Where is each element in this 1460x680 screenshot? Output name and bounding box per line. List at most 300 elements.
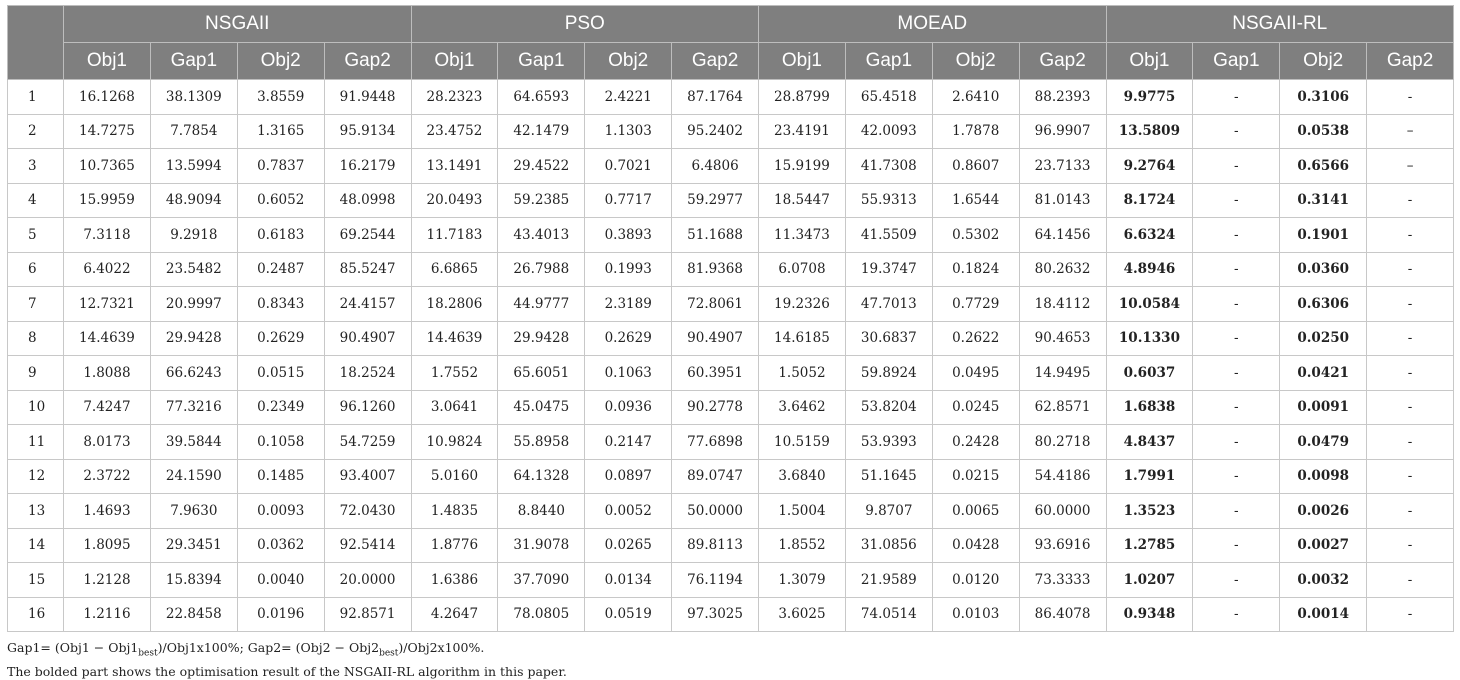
table-cell: 0.0091	[1280, 390, 1367, 425]
row-index-cell: 15	[8, 563, 64, 598]
table-cell: 19.2326	[759, 287, 846, 322]
table-cell: 65.6051	[498, 356, 585, 391]
table-cell: 1.6386	[411, 563, 498, 598]
table-cell: 24.4157	[324, 287, 411, 322]
table-cell: 20.0493	[411, 183, 498, 218]
table-cell: 31.9078	[498, 528, 585, 563]
table-cell: 73.3333	[1019, 563, 1106, 598]
row-index-cell: 2	[8, 114, 64, 149]
table-cell: 0.7021	[585, 149, 672, 184]
sub-header-cell: Gap2	[324, 43, 411, 80]
row-index-cell: 7	[8, 287, 64, 322]
table-cell: 42.1479	[498, 114, 585, 149]
row-index-cell: 13	[8, 494, 64, 529]
sub-header-cell: Gap1	[1193, 43, 1280, 80]
table-cell: 0.0215	[932, 459, 1019, 494]
table-cell: 10.9824	[411, 425, 498, 460]
table-cell: 24.1590	[150, 459, 237, 494]
table-cell: 81.9368	[672, 252, 759, 287]
table-cell: 0.2629	[237, 321, 324, 356]
table-row	[8, 252, 1454, 287]
table-cell: 7.3118	[64, 218, 151, 253]
sub-header-cell: Obj1	[759, 43, 846, 80]
table-cell: 0.0479	[1280, 425, 1367, 460]
row-index-cell: 9	[8, 356, 64, 391]
table-cell: -	[1193, 459, 1280, 494]
table-cell: 30.6837	[845, 321, 932, 356]
row-index-cell: 12	[8, 459, 64, 494]
table-cell: 95.9134	[324, 114, 411, 149]
table-cell: 1.3165	[237, 114, 324, 149]
table-cell: 9.9775	[1106, 80, 1193, 115]
table-cell: 3.6462	[759, 390, 846, 425]
table-row	[8, 183, 1454, 218]
table-cell: 13.5809	[1106, 114, 1193, 149]
table-row	[8, 356, 1454, 391]
table-cell: -	[1193, 321, 1280, 356]
table-cell: 0.0897	[585, 459, 672, 494]
table-cell: 0.6037	[1106, 356, 1193, 391]
table-cell: -	[1367, 80, 1454, 115]
table-cell: 1.4693	[64, 494, 151, 529]
table-cell: 26.7988	[498, 252, 585, 287]
row-index-cell: 16	[8, 597, 64, 632]
table-cell: 39.5844	[150, 425, 237, 460]
table-row	[8, 114, 1454, 149]
table-row	[8, 494, 1454, 529]
table-cell: 0.0014	[1280, 597, 1367, 632]
table-cell: 13.1491	[411, 149, 498, 184]
table-cell: 1.2785	[1106, 528, 1193, 563]
sub-header-cell: Obj1	[64, 43, 151, 80]
table-cell: 59.2385	[498, 183, 585, 218]
table-cell: 4.2647	[411, 597, 498, 632]
sub-header-cell: Gap2	[1019, 43, 1106, 80]
table-cell: 0.0032	[1280, 563, 1367, 598]
table-cell: -	[1193, 252, 1280, 287]
table-cell: 93.4007	[324, 459, 411, 494]
sub-header-row	[8, 43, 1454, 80]
table-cell: 0.0519	[585, 597, 672, 632]
group-header-moead: MOEAD	[759, 6, 1107, 43]
table-cell: 2.3189	[585, 287, 672, 322]
table-cell: 47.7013	[845, 287, 932, 322]
table-cell: 3.6840	[759, 459, 846, 494]
table-cell: 18.2806	[411, 287, 498, 322]
results-table	[7, 5, 1454, 632]
table-cell: 0.0362	[237, 528, 324, 563]
table-cell: 23.4752	[411, 114, 498, 149]
table-cell: 0.6566	[1280, 149, 1367, 184]
table-cell: 0.1993	[585, 252, 672, 287]
table-cell: 48.9094	[150, 183, 237, 218]
table-cell: 53.8204	[845, 390, 932, 425]
table-cell: 0.0538	[1280, 114, 1367, 149]
table-cell: 88.2393	[1019, 80, 1106, 115]
group-header-nsgaii: NSGAII	[64, 6, 412, 43]
table-cell: 9.8707	[845, 494, 932, 529]
table-cell: 66.6243	[150, 356, 237, 391]
table-cell: -	[1193, 494, 1280, 529]
table-cell: -	[1367, 183, 1454, 218]
row-index-cell: 8	[8, 321, 64, 356]
table-cell: 0.2147	[585, 425, 672, 460]
row-index-cell: 1	[8, 80, 64, 115]
table-cell: -	[1193, 287, 1280, 322]
table-cell: 93.6916	[1019, 528, 1106, 563]
sub-header-cell: Gap2	[672, 43, 759, 80]
table-cell: 0.6183	[237, 218, 324, 253]
table-cell: 23.7133	[1019, 149, 1106, 184]
table-cell: 10.0584	[1106, 287, 1193, 322]
table-cell: 0.0250	[1280, 321, 1367, 356]
table-cell: 18.4112	[1019, 287, 1106, 322]
table-cell: 22.8458	[150, 597, 237, 632]
table-cell: 41.7308	[845, 149, 932, 184]
table-cell: 0.1058	[237, 425, 324, 460]
table-cell: 50.0000	[672, 494, 759, 529]
table-cell: 1.7878	[932, 114, 1019, 149]
table-cell: 55.8958	[498, 425, 585, 460]
table-cell: 11.3473	[759, 218, 846, 253]
table-row	[8, 597, 1454, 632]
table-cell: 0.0134	[585, 563, 672, 598]
table-cell: 2.3722	[64, 459, 151, 494]
table-cell: 59.2977	[672, 183, 759, 218]
table-cell: 1.0207	[1106, 563, 1193, 598]
table-cell: -	[1193, 425, 1280, 460]
table-cell: 6.4022	[64, 252, 151, 287]
table-cell: 0.2349	[237, 390, 324, 425]
table-cell: 29.9428	[150, 321, 237, 356]
table-cell: 1.1303	[585, 114, 672, 149]
sub-header-cell: Gap2	[1367, 43, 1454, 80]
table-cell: 0.0103	[932, 597, 1019, 632]
table-cell: 19.3747	[845, 252, 932, 287]
table-row	[8, 390, 1454, 425]
table-cell: 18.2524	[324, 356, 411, 391]
table-header	[8, 6, 1454, 80]
table-cell: 0.8343	[237, 287, 324, 322]
table-cell: 6.0708	[759, 252, 846, 287]
index-header-cell	[8, 6, 64, 80]
table-cell: 0.1063	[585, 356, 672, 391]
table-cell: 14.4639	[64, 321, 151, 356]
table-cell: 9.2764	[1106, 149, 1193, 184]
row-index-cell: 11	[8, 425, 64, 460]
table-cell: 14.7275	[64, 114, 151, 149]
table-cell: 29.9428	[498, 321, 585, 356]
table-cell: 55.9313	[845, 183, 932, 218]
table-cell: 0.0265	[585, 528, 672, 563]
table-cell: 3.8559	[237, 80, 324, 115]
table-cell: 31.0856	[845, 528, 932, 563]
table-cell: 6.4806	[672, 149, 759, 184]
table-cell: 76.1194	[672, 563, 759, 598]
table-cell: 0.0098	[1280, 459, 1367, 494]
sub-header-cell: Gap1	[498, 43, 585, 80]
table-cell: 78.0805	[498, 597, 585, 632]
table-cell: 1.2128	[64, 563, 151, 598]
table-cell: -	[1193, 80, 1280, 115]
table-cell: -	[1193, 356, 1280, 391]
table-cell: 28.2323	[411, 80, 498, 115]
table-cell: 97.3025	[672, 597, 759, 632]
table-cell: -	[1193, 149, 1280, 184]
table-cell: 29.4522	[498, 149, 585, 184]
table-cell: 10.1330	[1106, 321, 1193, 356]
sub-header-cell: Obj1	[411, 43, 498, 80]
table-cell: 7.4247	[64, 390, 151, 425]
table-cell: 0.0196	[237, 597, 324, 632]
table-row	[8, 321, 1454, 356]
table-cell: -	[1193, 597, 1280, 632]
table-cell: 69.2544	[324, 218, 411, 253]
table-cell: 14.6185	[759, 321, 846, 356]
table-cell: 0.8607	[932, 149, 1019, 184]
table-cell: 0.7729	[932, 287, 1019, 322]
table-cell: 20.0000	[324, 563, 411, 598]
table-cell: 0.0065	[932, 494, 1019, 529]
table-cell: 0.0120	[932, 563, 1019, 598]
table-cell: 1.7991	[1106, 459, 1193, 494]
sub-header-cell: Obj2	[237, 43, 324, 80]
table-cell: -	[1367, 597, 1454, 632]
table-cell: 8.1724	[1106, 183, 1193, 218]
sub-header-cell: Obj1	[1106, 43, 1193, 80]
table-cell: 1.5004	[759, 494, 846, 529]
table-cell: 90.4653	[1019, 321, 1106, 356]
table-cell: 64.6593	[498, 80, 585, 115]
table-cell: 59.8924	[845, 356, 932, 391]
table-body	[8, 80, 1454, 632]
table-cell: 53.9393	[845, 425, 932, 460]
sub-header-cell: Obj2	[1280, 43, 1367, 80]
table-cell: 90.2778	[672, 390, 759, 425]
group-header-pso: PSO	[411, 6, 759, 43]
table-cell: 1.5052	[759, 356, 846, 391]
sub-header-cell: Obj2	[585, 43, 672, 80]
table-cell: 28.8799	[759, 80, 846, 115]
table-cell: –	[1367, 149, 1454, 184]
table-cell: 92.5414	[324, 528, 411, 563]
sub-header-cell: Obj2	[932, 43, 1019, 80]
table-cell: 15.9199	[759, 149, 846, 184]
row-index-cell: 4	[8, 183, 64, 218]
table-cell: 72.0430	[324, 494, 411, 529]
sub-header-cell: Gap1	[845, 43, 932, 80]
table-cell: 0.2622	[932, 321, 1019, 356]
row-index-cell: 14	[8, 528, 64, 563]
table-cell: 96.9907	[1019, 114, 1106, 149]
table-cell: 8.0173	[64, 425, 151, 460]
table-cell: 90.4907	[324, 321, 411, 356]
table-cell: -	[1367, 459, 1454, 494]
table-cell: 4.8437	[1106, 425, 1193, 460]
table-cell: –	[1367, 114, 1454, 149]
table-cell: 1.3079	[759, 563, 846, 598]
table-cell: 4.8946	[1106, 252, 1193, 287]
table-cell: 1.6544	[932, 183, 1019, 218]
table-cell: 37.7090	[498, 563, 585, 598]
table-cell: 80.2632	[1019, 252, 1106, 287]
table-cell: -	[1367, 252, 1454, 287]
table-cell: 21.9589	[845, 563, 932, 598]
table-cell: 0.0421	[1280, 356, 1367, 391]
table-cell: 8.8440	[498, 494, 585, 529]
table-cell: -	[1193, 183, 1280, 218]
gap-formula-note: $Gap1= (Obj1 - Obj1_{best})/Obj1x100\%$; $Gap2= (Obj2 - Obj2_{best})/Obj2x100\%$.	[7, 640, 485, 659]
table-cell: 87.1764	[672, 80, 759, 115]
table-cell: -	[1193, 563, 1280, 598]
table-cell: 42.0093	[845, 114, 932, 149]
table-cell: 0.2487	[237, 252, 324, 287]
table-cell: 0.0936	[585, 390, 672, 425]
table-cell: 0.5302	[932, 218, 1019, 253]
table-cell: 0.7837	[237, 149, 324, 184]
table-cell: 14.4639	[411, 321, 498, 356]
table-cell: 0.0515	[237, 356, 324, 391]
table-cell: -	[1193, 114, 1280, 149]
table-cell: -	[1367, 425, 1454, 460]
table-cell: 0.0052	[585, 494, 672, 529]
table-cell: 41.5509	[845, 218, 932, 253]
table-cell: 16.2179	[324, 149, 411, 184]
table-row	[8, 80, 1454, 115]
table-cell: 10.5159	[759, 425, 846, 460]
table-cell: 0.0093	[237, 494, 324, 529]
table-cell: 0.1824	[932, 252, 1019, 287]
table-cell: -	[1367, 528, 1454, 563]
table-cell: 0.1901	[1280, 218, 1367, 253]
table-cell: 9.2918	[150, 218, 237, 253]
table-cell: 0.1485	[237, 459, 324, 494]
table-cell: 77.3216	[150, 390, 237, 425]
table-cell: 1.8095	[64, 528, 151, 563]
table-cell: 60.0000	[1019, 494, 1106, 529]
table-cell: 1.8088	[64, 356, 151, 391]
table-row	[8, 425, 1454, 460]
table-cell: 0.0495	[932, 356, 1019, 391]
table-cell: 0.2428	[932, 425, 1019, 460]
table-footnotes	[7, 639, 1454, 680]
table-cell: 29.3451	[150, 528, 237, 563]
table-cell: -	[1367, 494, 1454, 529]
table-row	[8, 149, 1454, 184]
table-cell: 1.6838	[1106, 390, 1193, 425]
table-row	[8, 459, 1454, 494]
table-cell: 1.8776	[411, 528, 498, 563]
table-cell: 23.4191	[759, 114, 846, 149]
table-cell: 20.9997	[150, 287, 237, 322]
table-cell: 0.6052	[237, 183, 324, 218]
table-cell: 13.5994	[150, 149, 237, 184]
table-cell: 86.4078	[1019, 597, 1106, 632]
table-cell: 3.6025	[759, 597, 846, 632]
table-cell: 6.6324	[1106, 218, 1193, 253]
group-header-nsgaii-rl: NSGAII-RL	[1106, 6, 1454, 43]
table-cell: 80.2718	[1019, 425, 1106, 460]
row-index-cell: 10	[8, 390, 64, 425]
table-row	[8, 218, 1454, 253]
table-cell: -	[1193, 390, 1280, 425]
table-cell: 64.1328	[498, 459, 585, 494]
table-cell: -	[1367, 563, 1454, 598]
table-cell: 65.4518	[845, 80, 932, 115]
table-cell: 1.3523	[1106, 494, 1193, 529]
row-index-cell: 5	[8, 218, 64, 253]
table-cell: 45.0475	[498, 390, 585, 425]
sub-header-cell: Gap1	[150, 43, 237, 80]
table-cell: 2.4221	[585, 80, 672, 115]
table-cell: 77.6898	[672, 425, 759, 460]
table-cell: 0.0360	[1280, 252, 1367, 287]
table-cell: 1.4835	[411, 494, 498, 529]
table-cell: 54.7259	[324, 425, 411, 460]
table-cell: 1.7552	[411, 356, 498, 391]
table-cell: 16.1268	[64, 80, 151, 115]
table-cell: 96.1260	[324, 390, 411, 425]
table-cell: 3.0641	[411, 390, 498, 425]
table-cell: 92.8571	[324, 597, 411, 632]
table-cell: 0.6306	[1280, 287, 1367, 322]
table-cell: -	[1367, 321, 1454, 356]
table-cell: 14.9495	[1019, 356, 1106, 391]
table-cell: 1.2116	[64, 597, 151, 632]
table-cell: 15.9959	[64, 183, 151, 218]
table-cell: -	[1367, 218, 1454, 253]
table-cell: 64.1456	[1019, 218, 1106, 253]
table-cell: 44.9777	[498, 287, 585, 322]
table-cell: -	[1193, 218, 1280, 253]
table-cell: 2.6410	[932, 80, 1019, 115]
table-cell: 54.4186	[1019, 459, 1106, 494]
row-index-cell: 6	[8, 252, 64, 287]
table-cell: 0.3141	[1280, 183, 1367, 218]
table-cell: -	[1193, 528, 1280, 563]
table-cell: 6.6865	[411, 252, 498, 287]
table-cell: 0.0040	[237, 563, 324, 598]
table-cell: -	[1367, 356, 1454, 391]
table-cell: 0.0245	[932, 390, 1019, 425]
results-table-container	[7, 5, 1454, 680]
table-cell: 15.8394	[150, 563, 237, 598]
table-cell: 51.1688	[672, 218, 759, 253]
table-cell: 81.0143	[1019, 183, 1106, 218]
table-cell: 23.5482	[150, 252, 237, 287]
table-cell: 0.0026	[1280, 494, 1367, 529]
table-cell: 1.8552	[759, 528, 846, 563]
table-row	[8, 528, 1454, 563]
table-cell: 90.4907	[672, 321, 759, 356]
table-cell: 11.7183	[411, 218, 498, 253]
table-cell: 91.9448	[324, 80, 411, 115]
table-cell: 0.3106	[1280, 80, 1367, 115]
table-cell: 72.8061	[672, 287, 759, 322]
table-cell: 85.5247	[324, 252, 411, 287]
row-index-cell: 3	[8, 149, 64, 184]
table-cell: 7.9630	[150, 494, 237, 529]
group-header-row	[8, 6, 1454, 43]
table-cell: 51.1645	[845, 459, 932, 494]
table-cell: 60.3951	[672, 356, 759, 391]
table-cell: 0.7717	[585, 183, 672, 218]
table-cell: 0.3893	[585, 218, 672, 253]
table-cell: 62.8571	[1019, 390, 1106, 425]
table-cell: 89.8113	[672, 528, 759, 563]
table-cell: 0.9348	[1106, 597, 1193, 632]
bold-explanation-note: The bolded part shows the optimisation result of the NSGAII-RL algorithm in this paper.	[7, 663, 567, 679]
